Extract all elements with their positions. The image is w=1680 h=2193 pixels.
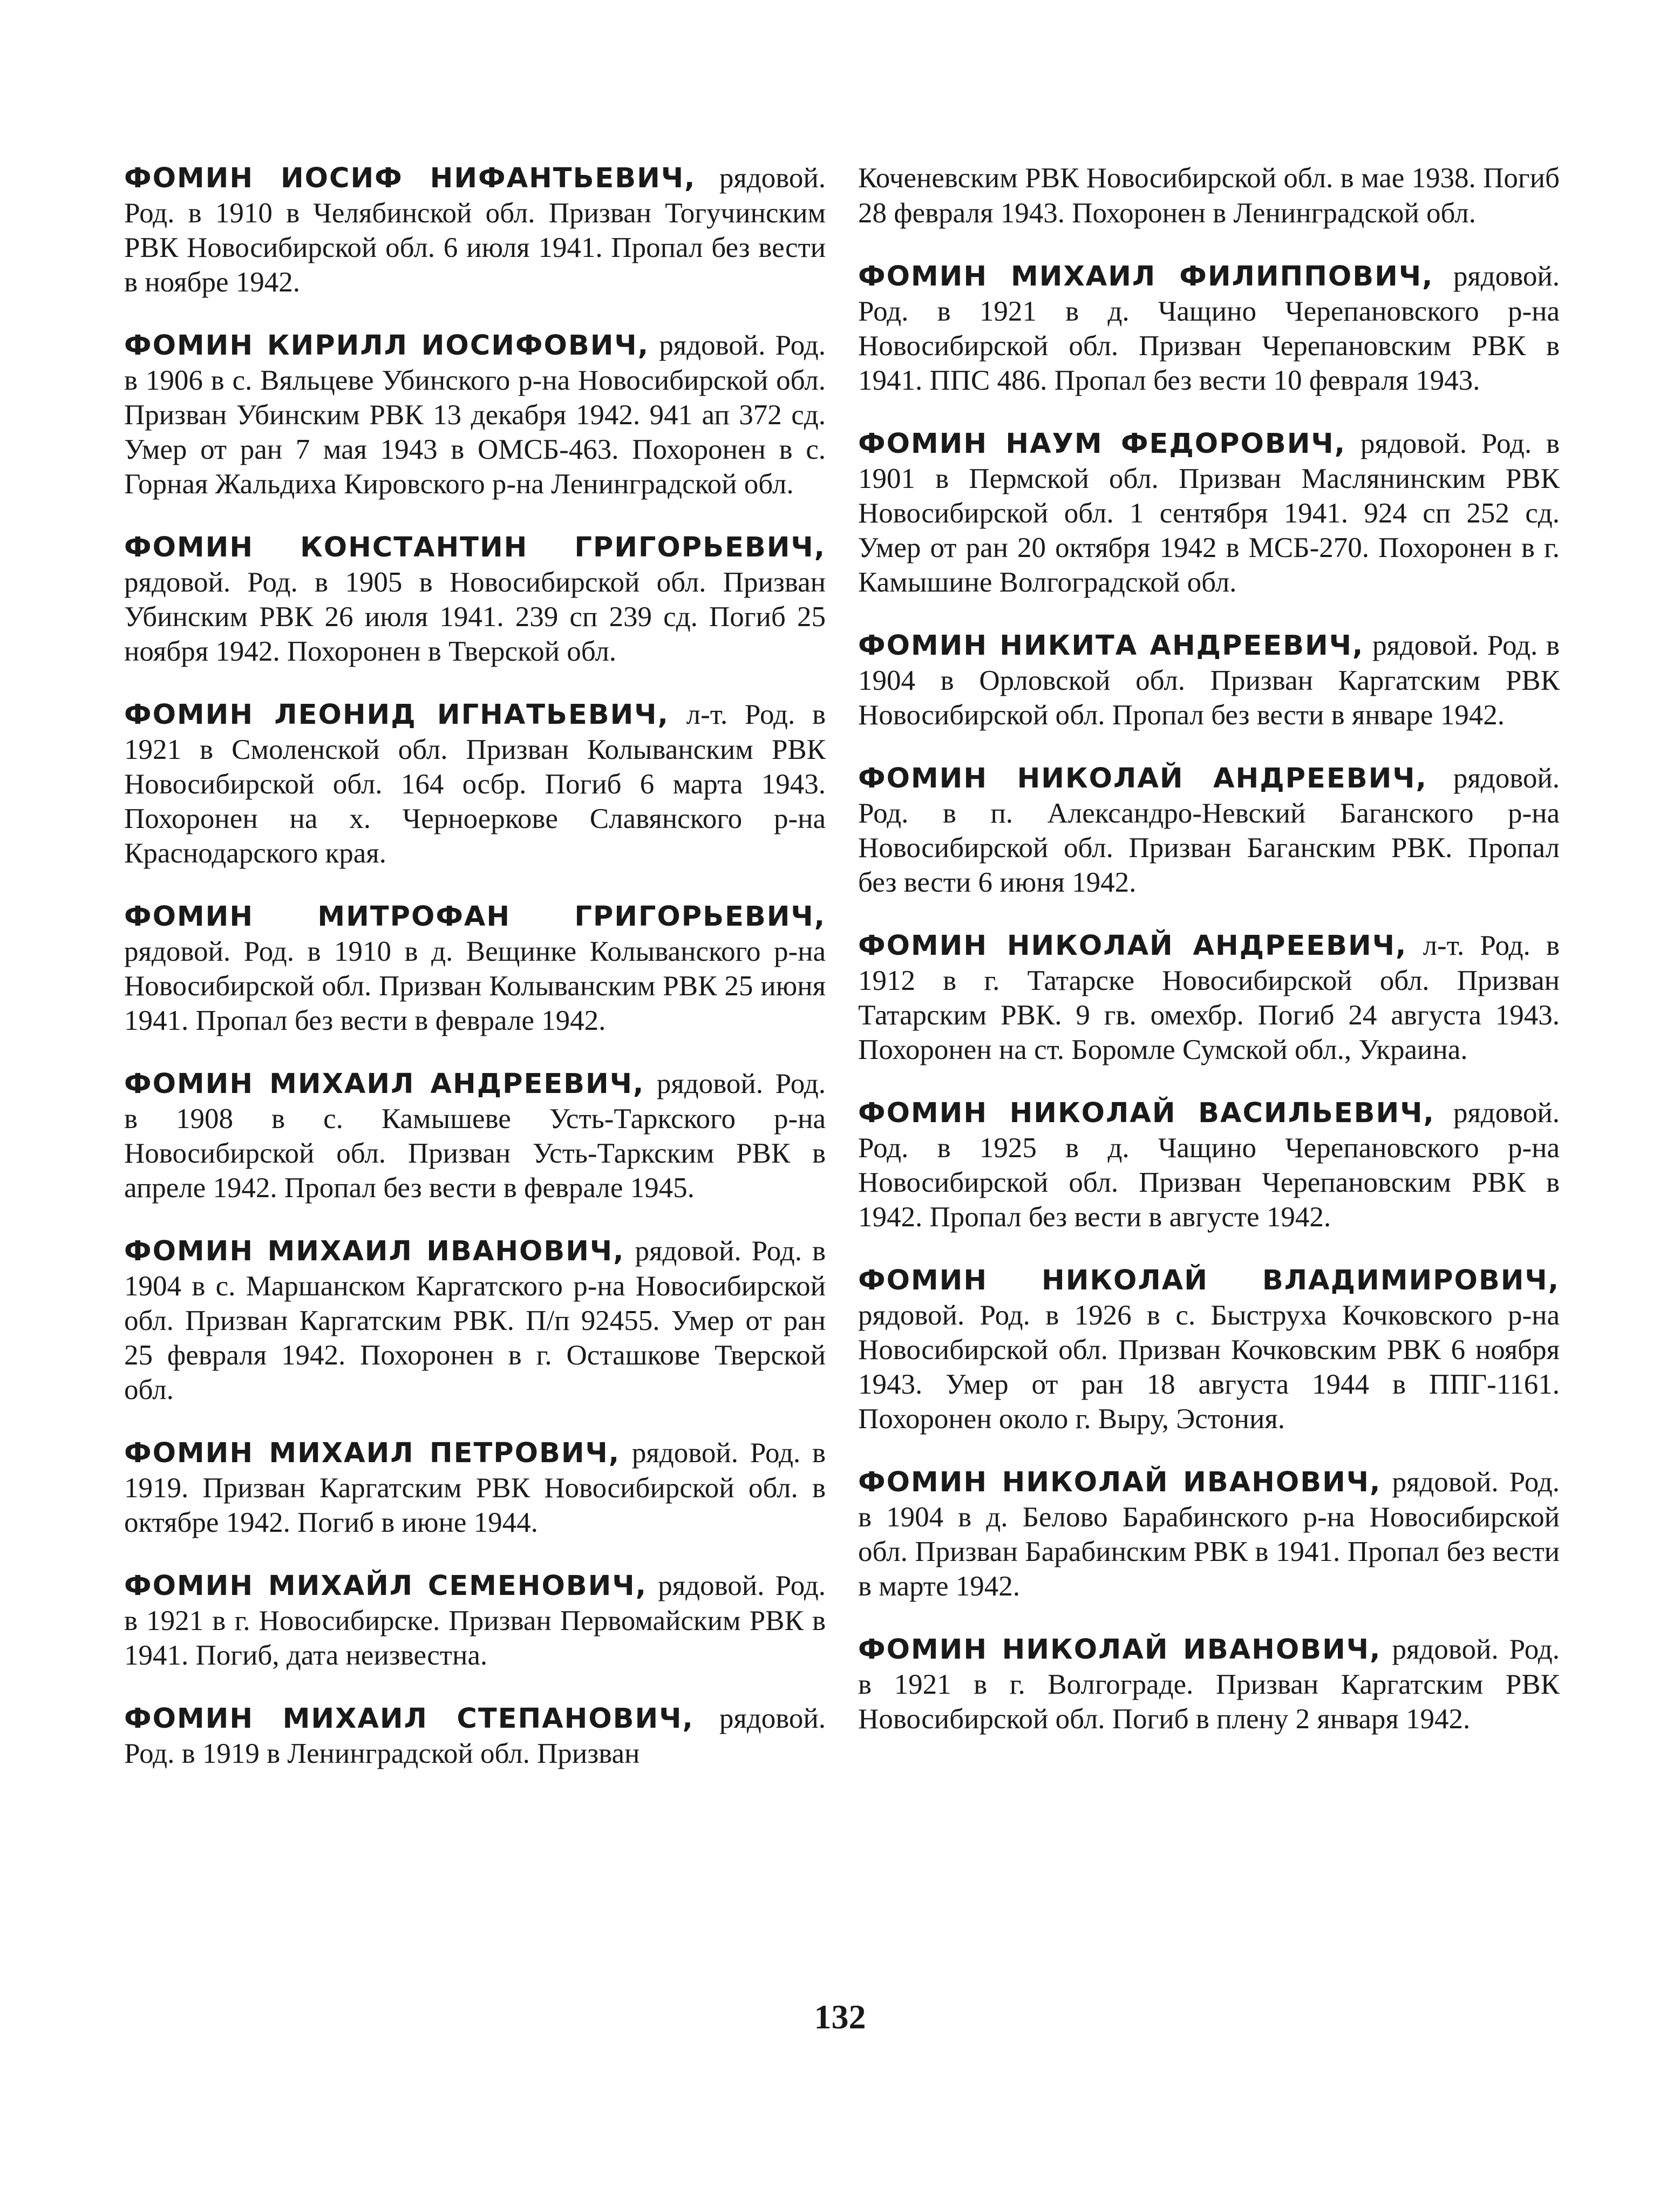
entry-text: рядовой. Род. в 1921 в д. Чащино Черепановского р-на Новосибирской обл. Призван Черепановским РВК в 1941. ППС 486. Пропал без вести 10 февраля 1943. [858, 261, 1560, 396]
entry-14 [858, 928, 1560, 1067]
entry-5 [124, 1067, 826, 1205]
entry-text: рядовой. Род. в 1910 в Челябинской обл. Призван Тогучинским РВК Новосибирской обл. 6 июля 1941. Пропал без вести в ноябре 1942. [124, 162, 826, 298]
entry-text: рядовой. Род. в п. Александро-Невский Баганского р-на Новосибирской обл. Призван Баганским РВК. Пропал без вести 6 июня 1942. [858, 763, 1560, 898]
entry-name: ФОМИН НИКОЛАЙ ВАСИЛЬЕВИЧ, [858, 1097, 1435, 1129]
entry-name: ФОМИН ЛЕОНИД ИГНАТЬЕВИЧ, [124, 699, 669, 731]
page-number: 132 [814, 1998, 866, 2036]
entry-name: ФОМИН МИХАИЛ ИВАНОВИЧ, [124, 1235, 625, 1267]
entry-text: л-т. Род. в 1921 в Смоленской обл. Призван Колыванским РВК Новосибирской обл. 164 осбр. Погиб 6 марта 1943. Похоронен на х. Черноерковe Славянского р-на Краснодарского края. [124, 699, 826, 869]
entry-text: рядовой. Род. в 1901 в Пермской обл. Призван Маслянинским РВК Новосибирской обл. 1 сентября 1941. 924 сп 252 сд. Умер от ран 20 октября 1942 в МСБ-270. Похоронен в г. Камышине Волгоградской обл. [858, 428, 1560, 598]
entry-text: л-т. Род. в 1912 в г. Татарске Новосибирской обл. Призван Татарским РВК. 9 гв. омехбр. Погиб 24 августа 1943. Похоронен на ст. Боромле Сумской обл., Украина. [858, 930, 1560, 1065]
entry-text: рядовой. Род. в 1904 в с. Маршанском Каргатского р-на Новосибирской обл. Призван Каргатским РВК. П/п 92455. Умер от ран 25 февраля 1942. Похоронен в г. Осташкове Тверской обл. [124, 1235, 826, 1406]
entry-text: рядовой. Род. в 1926 в с. Быструха Кочковского р-на Новосибирской обл. Призван Кочковским РВК 6 ноября 1943. Умер от ран 18 августа 1944 в ППГ-1161. Похоронен около г. Выру, Эстония. [858, 1300, 1560, 1435]
entry-name: ФОМИН НИКОЛАЙ АНДРЕЕВИЧ, [858, 763, 1427, 795]
entry-11 [858, 426, 1560, 600]
left-column [124, 132, 826, 1791]
entry-9 [124, 1701, 826, 1771]
entry-0 [124, 161, 826, 300]
entry-name: ФОМИН НИКОЛАЙ ВЛАДИМИРОВИЧ, [858, 1265, 1560, 1296]
entry-17 [858, 1465, 1560, 1604]
entry-6 [124, 1234, 826, 1407]
entry-4 [124, 899, 826, 1038]
entry-name: ФОМИН МИХАИЛ СТЕПАНОВИЧ, [124, 1703, 694, 1735]
entry-name: ФОМИН НИКОЛАЙ ИВАНОВИЧ, [858, 1634, 1382, 1666]
entry-15 [858, 1096, 1560, 1234]
entry-name: ФОМИН МИХАИЛ ПЕТРОВИЧ, [124, 1437, 621, 1469]
entry-10 [858, 259, 1560, 398]
entry-text: рядовой. Род. в 1904 в д. Белово Барабинского р-на Новосибирской обл. Призван Барабинским РВК в 1941. Пропал без вести в марте 1942. [858, 1466, 1560, 1602]
entry-name: ФОМИН МИХАИЛ ФИЛИППОВИЧ, [858, 261, 1434, 293]
entry-16 [858, 1263, 1560, 1436]
entry-13 [858, 761, 1560, 900]
entry-name: ФОМИН КИРИЛЛ ИОСИФОВИЧ, [124, 330, 649, 362]
entry-name: ФОМИН МИХАИЛ АНДРЕЕВИЧ, [124, 1068, 645, 1100]
entry-3 [124, 697, 826, 871]
entry-text: рядовой. Род. в 1925 в д. Чащино Черепановского р-на Новосибирской обл. Призван Черепановским РВК в 1942. Пропал без вести в августе 1942. [858, 1097, 1560, 1233]
right-column [858, 132, 1560, 1757]
entry-7 [124, 1436, 826, 1540]
entry-text: рядовой. Род. в 1906 в с. Вяльцеве Убинского р-на Новосибирской обл. Призван Убинским РВК 13 декабря 1942. 941 ап 372 сд. Умер от ран 7 мая 1943 в ОМСБ-463. Похоронен в с. Горная Жальдиха Кировского р-на Ленинградской обл. [124, 330, 826, 500]
entry-name: ФОМИН ИОСИФ НИФАНТЬЕВИЧ, [124, 162, 696, 194]
entry-name: ФОМИН КОНСТАНТИН ГРИГОРЬЕВИЧ, [124, 532, 826, 563]
entry-text: рядовой. Род. в 1919. Призван Каргатским РВК Новосибирской обл. в октябре 1942. Погиб в июне 1944. [124, 1437, 826, 1538]
entry-2 [124, 530, 826, 669]
entry-name: ФОМИН НИКОЛАЙ АНДРЕЕВИЧ, [858, 930, 1407, 962]
entry-name: ФОМИН НАУМ ФЕДОРОВИЧ, [858, 428, 1346, 460]
entry-text: рядовой. Род. в 1910 в д. Вещинке Колыванского р-на Новосибирской обл. Призван Колыванским РВК 25 июня 1941. Пропал без вести в феврале 1942. [124, 936, 826, 1036]
entry-text: рядовой. Род. в 1908 в с. Камышеве Усть-Таркского р-на Новосибирской обл. Призван Усть-Таркским РВК в апреле 1942. Пропал без вести в феврале 1945. [124, 1068, 826, 1204]
entry-name: ФОМИН МИХАЙЛ СЕМЕНОВИЧ, [124, 1570, 647, 1602]
entry-name: ФОМИН МИТРОФАН ГРИГОРЬЕВИЧ, [124, 901, 826, 933]
entry-8 [124, 1569, 826, 1673]
entry-18 [858, 1632, 1560, 1736]
entry-12 [858, 628, 1560, 732]
entry-text: рядовой. Род. в 1905 в Новосибирской обл. Призван Убинским РВК 26 июля 1941. 239 сп 239 сд. Погиб 25 ноября 1942. Похоронен в Тверской обл. [124, 567, 826, 667]
entry-text: рядовой. Род. в 1919 в Ленинградской обл. Призван [124, 1703, 826, 1769]
entry-name: ФОМИН НИКОЛАЙ ИВАНОВИЧ, [858, 1466, 1382, 1498]
entry-name: ФОМИН НИКИТА АНДРЕЕВИЧ, [858, 630, 1364, 662]
entry-text: Коченевским РВК Новосибирской обл. в мае 1938. Погиб 28 февраля 1943. Похоронен в Ленинградской обл. [858, 162, 1560, 229]
entry-1 [124, 328, 826, 501]
entry-continuation [858, 161, 1560, 230]
entry-text: рядовой. Род. в 1921 в г. Новосибирске. Призван Первомайским РВК в 1941. Погиб, дата неизвестна. [124, 1570, 826, 1671]
entry-text: рядовой. Род. в 1904 в Орловской обл. Призван Каргатским РВК Новосибирской обл. Пропал без вести в январе 1942. [858, 630, 1560, 731]
entry-text: рядовой. Род. в 1921 в г. Волгограде. Призван Каргатским РВК Новосибирской обл. Погиб в плену 2 января 1942. [858, 1634, 1560, 1735]
